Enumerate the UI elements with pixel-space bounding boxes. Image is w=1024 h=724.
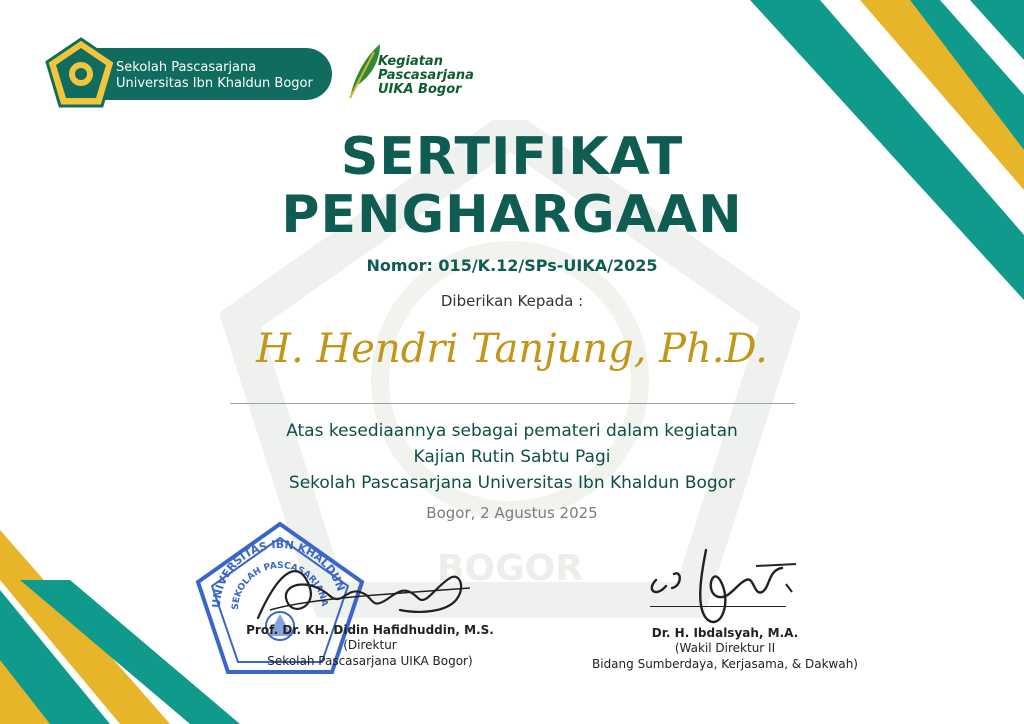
stamp-text-mid: SEKOLAH PASCASARJANA: [230, 560, 329, 611]
watermark-text: BOGOR: [437, 548, 583, 589]
given-to-label: Diberikan Kepada :: [440, 292, 584, 310]
event-line-1: Kegiatan: [378, 54, 443, 69]
recipient-underline: [230, 403, 795, 404]
description-line-3: Sekolah Pascasarjana Universitas Ibn Khaldun Bogor: [288, 473, 736, 493]
event-name: [378, 55, 474, 97]
signer-right: [560, 626, 890, 672]
left-signature: [250, 548, 480, 628]
event-line-3: UIKA Bogor: [378, 82, 462, 97]
institution-line-1: Sekolah Pascasarjana: [116, 60, 257, 75]
signer-right-name: Dr. H. Ibdalsyah, M.A.: [651, 626, 799, 640]
event-line-2: Pascasarjana: [378, 68, 474, 83]
description-line-1: Atas kesediaannya sebagai pemateri dalam kegiatan: [286, 421, 738, 441]
certificate-number: Nomor: 015/K.12/SPs-UIKA/2025: [366, 256, 658, 275]
signer-left: [220, 623, 520, 669]
description-line-2: Kajian Rutin Sabtu Pagi: [413, 447, 611, 467]
institution-name: [116, 60, 313, 92]
recipient-name: H. Hendri Tanjung, Ph.D.: [256, 326, 768, 372]
right-signature-line: [650, 606, 786, 607]
place-date: Bogor, 2 Agustus 2025: [426, 504, 598, 522]
signer-left-role-1: (Direktur: [343, 638, 397, 652]
signer-right-role-2: Bidang Sumberdaya, Kerjasama, & Dakwah): [592, 657, 858, 671]
signer-left-name: Prof. Dr. KH. Didin Hafidhuddin, M.S.: [246, 623, 494, 637]
certificate-description: [0, 418, 1024, 496]
signer-left-role-2: Sekolah Pascasarjana UIKA Bogor): [267, 654, 473, 668]
uika-logo-icon: [44, 36, 118, 110]
title-line-2: PENGHARGAAN: [281, 185, 743, 245]
stamp-text-top: UNIVERSITAS IBN KHALDUN: [209, 537, 348, 609]
right-signature: [636, 540, 806, 630]
title-line-1: SERTIFIKAT: [340, 127, 684, 187]
institution-line-2: Universitas Ibn Khaldun Bogor: [116, 76, 313, 91]
signer-right-role-1: (Wakil Direktur II: [674, 641, 776, 655]
certificate-title: [0, 128, 1024, 244]
